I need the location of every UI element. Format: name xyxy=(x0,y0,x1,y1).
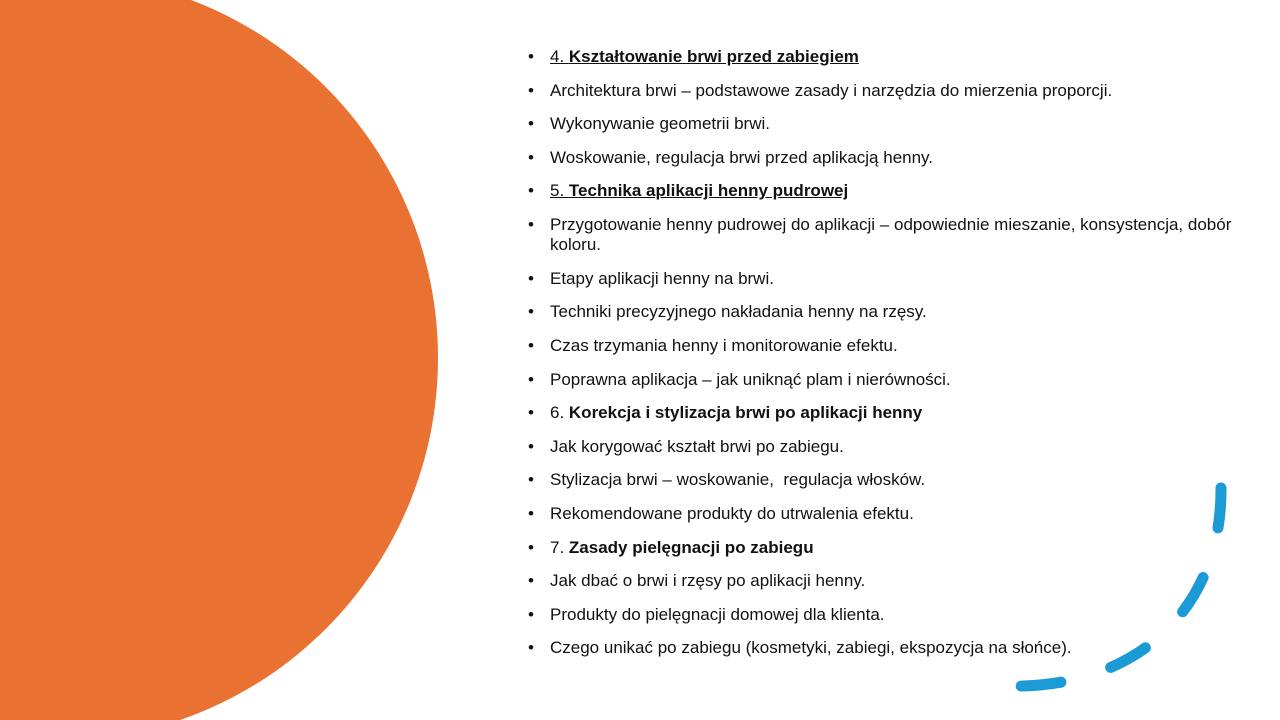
bullet-text: Jak korygować kształt brwi po zabiegu. xyxy=(550,436,844,456)
bullet-item xyxy=(528,269,1248,289)
bullet-item xyxy=(528,302,1248,322)
bullet-item xyxy=(528,370,1248,390)
section-number: 7. xyxy=(550,537,569,557)
section-number: 6. xyxy=(550,403,569,423)
bullet-text: Czas trzymania henny i monitorowanie efektu. xyxy=(550,335,898,355)
bullet-text: Woskowanie, regulacja brwi przed aplikacją henny. xyxy=(550,147,934,167)
bullet-text: Etapy aplikacji henny na brwi. xyxy=(550,268,774,288)
bullet-text: Techniki precyzyjnego nakładania henny na rzęsy. xyxy=(550,302,927,322)
bullet-item xyxy=(528,215,1248,255)
bullet-item xyxy=(528,470,1248,490)
bullet-list xyxy=(528,47,1248,672)
section-heading: Zasady pielęgnacji po zabiegu xyxy=(568,537,814,557)
bullet-text: Jak dbać o brwi i rzęsy po aplikacji henny. xyxy=(550,571,866,591)
bullet-item xyxy=(528,638,1248,658)
bullet-text: Stylizacja brwi – woskowanie, regulacja włosków. xyxy=(550,470,926,490)
bullet-text: Czego unikać po zabiegu (kosmetyki, zabiegi, ekspozycja na słońce). xyxy=(550,638,1072,658)
bullet-item xyxy=(528,148,1248,168)
bullet-item xyxy=(528,605,1248,625)
bullet-text: Poprawna aplikacja – jak uniknąć plam i nierówności. xyxy=(550,369,951,389)
bullet-item xyxy=(528,437,1248,457)
section-number: 4. xyxy=(550,47,569,66)
bullet-item xyxy=(528,538,1248,558)
section-heading: Kształtowanie brwi przed zabiegiem xyxy=(568,47,859,66)
bullet-text: Przygotowanie henny pudrowej do aplikacji – odpowiednie mieszanie, konsystencja, dobór koloru. xyxy=(550,214,1232,255)
bullet-text: Architektura brwi – podstawowe zasady i narzędzia do mierzenia proporcji. xyxy=(550,80,1113,100)
bullet-item xyxy=(528,81,1248,101)
orange-circle-decoration xyxy=(0,0,438,720)
bullet-item xyxy=(528,336,1248,356)
bullet-item xyxy=(528,114,1248,134)
section-number: 5. xyxy=(550,181,569,201)
bullet-item xyxy=(528,47,1248,67)
bullet-text: Rekomendowane produkty do utrwalenia efektu. xyxy=(550,503,914,523)
section-heading: Korekcja i stylizacja brwi po aplikacji henny xyxy=(568,403,923,423)
bullet-item xyxy=(528,181,1248,201)
bullet-item xyxy=(528,504,1248,524)
bullet-text: Produkty do pielęgnacji domowej dla klienta. xyxy=(550,604,885,624)
bullet-item xyxy=(528,403,1248,423)
section-heading: Technika aplikacji henny pudrowej xyxy=(568,181,849,201)
bullet-text: Wykonywanie geometrii brwi. xyxy=(550,114,770,134)
bullet-item xyxy=(528,571,1248,591)
